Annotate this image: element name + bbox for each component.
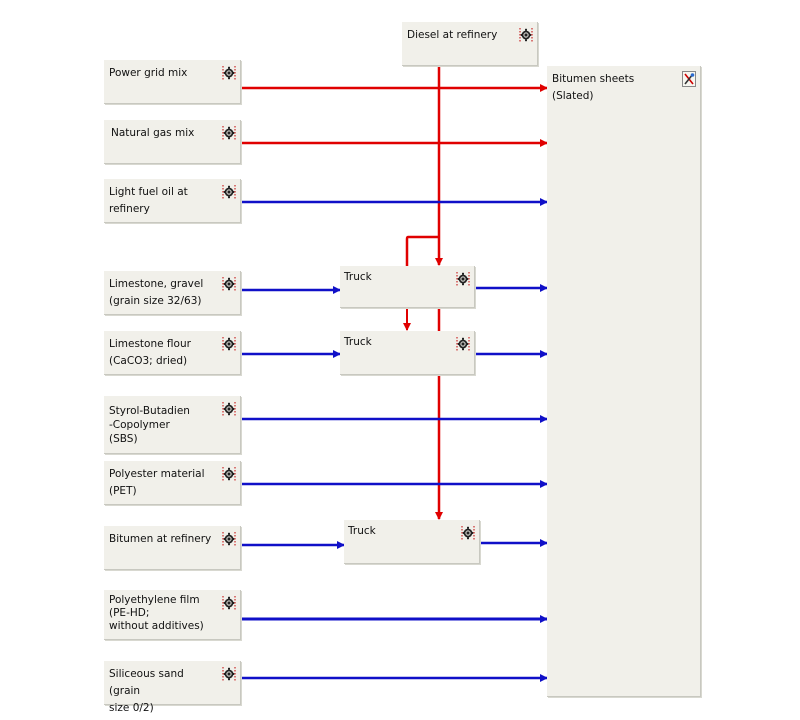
process-box-bitumen[interactable] — [104, 526, 241, 570]
process-gear-icon — [222, 276, 236, 292]
process-box-truck-2[interactable] — [340, 331, 475, 375]
process-gear-icon — [222, 531, 236, 547]
process-gear-icon — [222, 666, 236, 682]
plan-tools-icon — [682, 71, 696, 87]
process-gear-icon — [456, 336, 470, 352]
process-box-limestone-flour[interactable] — [104, 331, 241, 375]
process-label: Limestone, gravel (grain size 32/63) — [109, 278, 204, 307]
process-gear-icon — [222, 125, 236, 141]
process-label: Diesel at refinery — [407, 29, 498, 41]
process-label: Siliceous sand (grain size 0/2) — [109, 668, 184, 714]
process-label: Styrol-Butadien -Copolymer (SBS) — [109, 405, 190, 445]
process-box-siliceous-sand[interactable] — [104, 661, 241, 714]
process-gear-icon — [222, 184, 236, 200]
process-label: Limestone flour (CaCO3; dried) — [109, 338, 191, 367]
process-label: Power grid mix — [109, 67, 188, 79]
process-gear-icon — [461, 525, 475, 541]
process-box-limestone-gravel[interactable] — [104, 271, 241, 315]
process-box-pet[interactable] — [104, 461, 241, 505]
process-label: Polyester material (PET) — [109, 468, 205, 497]
process-label: Natural gas mix — [111, 127, 195, 139]
process-box-pe-film[interactable] — [104, 590, 241, 640]
process-label: Truck — [348, 525, 376, 537]
process-gear-icon — [222, 65, 236, 81]
process-gear-icon — [222, 401, 236, 417]
process-label: Bitumen sheets (Slated) — [552, 73, 635, 102]
process-box-sbs[interactable] — [104, 396, 241, 454]
process-box-power[interactable] — [104, 60, 241, 104]
process-box-truck-3[interactable] — [344, 520, 480, 564]
flow-diesel-to-truck2 — [407, 237, 439, 266]
process-gear-icon — [519, 27, 533, 43]
process-box-natgas[interactable] — [104, 120, 241, 164]
process-label: Truck — [344, 336, 372, 348]
process-box-truck-1[interactable] — [340, 266, 475, 308]
process-gear-icon — [222, 595, 236, 611]
process-label: Light fuel oil at refinery — [109, 186, 188, 215]
process-label: Truck — [344, 271, 372, 283]
process-box-product[interactable] — [547, 66, 701, 697]
process-label: Polyethylene film (PE-HD; without additives) — [109, 594, 204, 632]
process-box-diesel[interactable] — [402, 22, 538, 66]
process-box-lfo[interactable] — [104, 179, 241, 223]
process-gear-icon — [222, 466, 236, 482]
process-gear-icon — [456, 271, 470, 287]
process-label: Bitumen at refinery — [109, 533, 212, 545]
process-gear-icon — [222, 336, 236, 352]
